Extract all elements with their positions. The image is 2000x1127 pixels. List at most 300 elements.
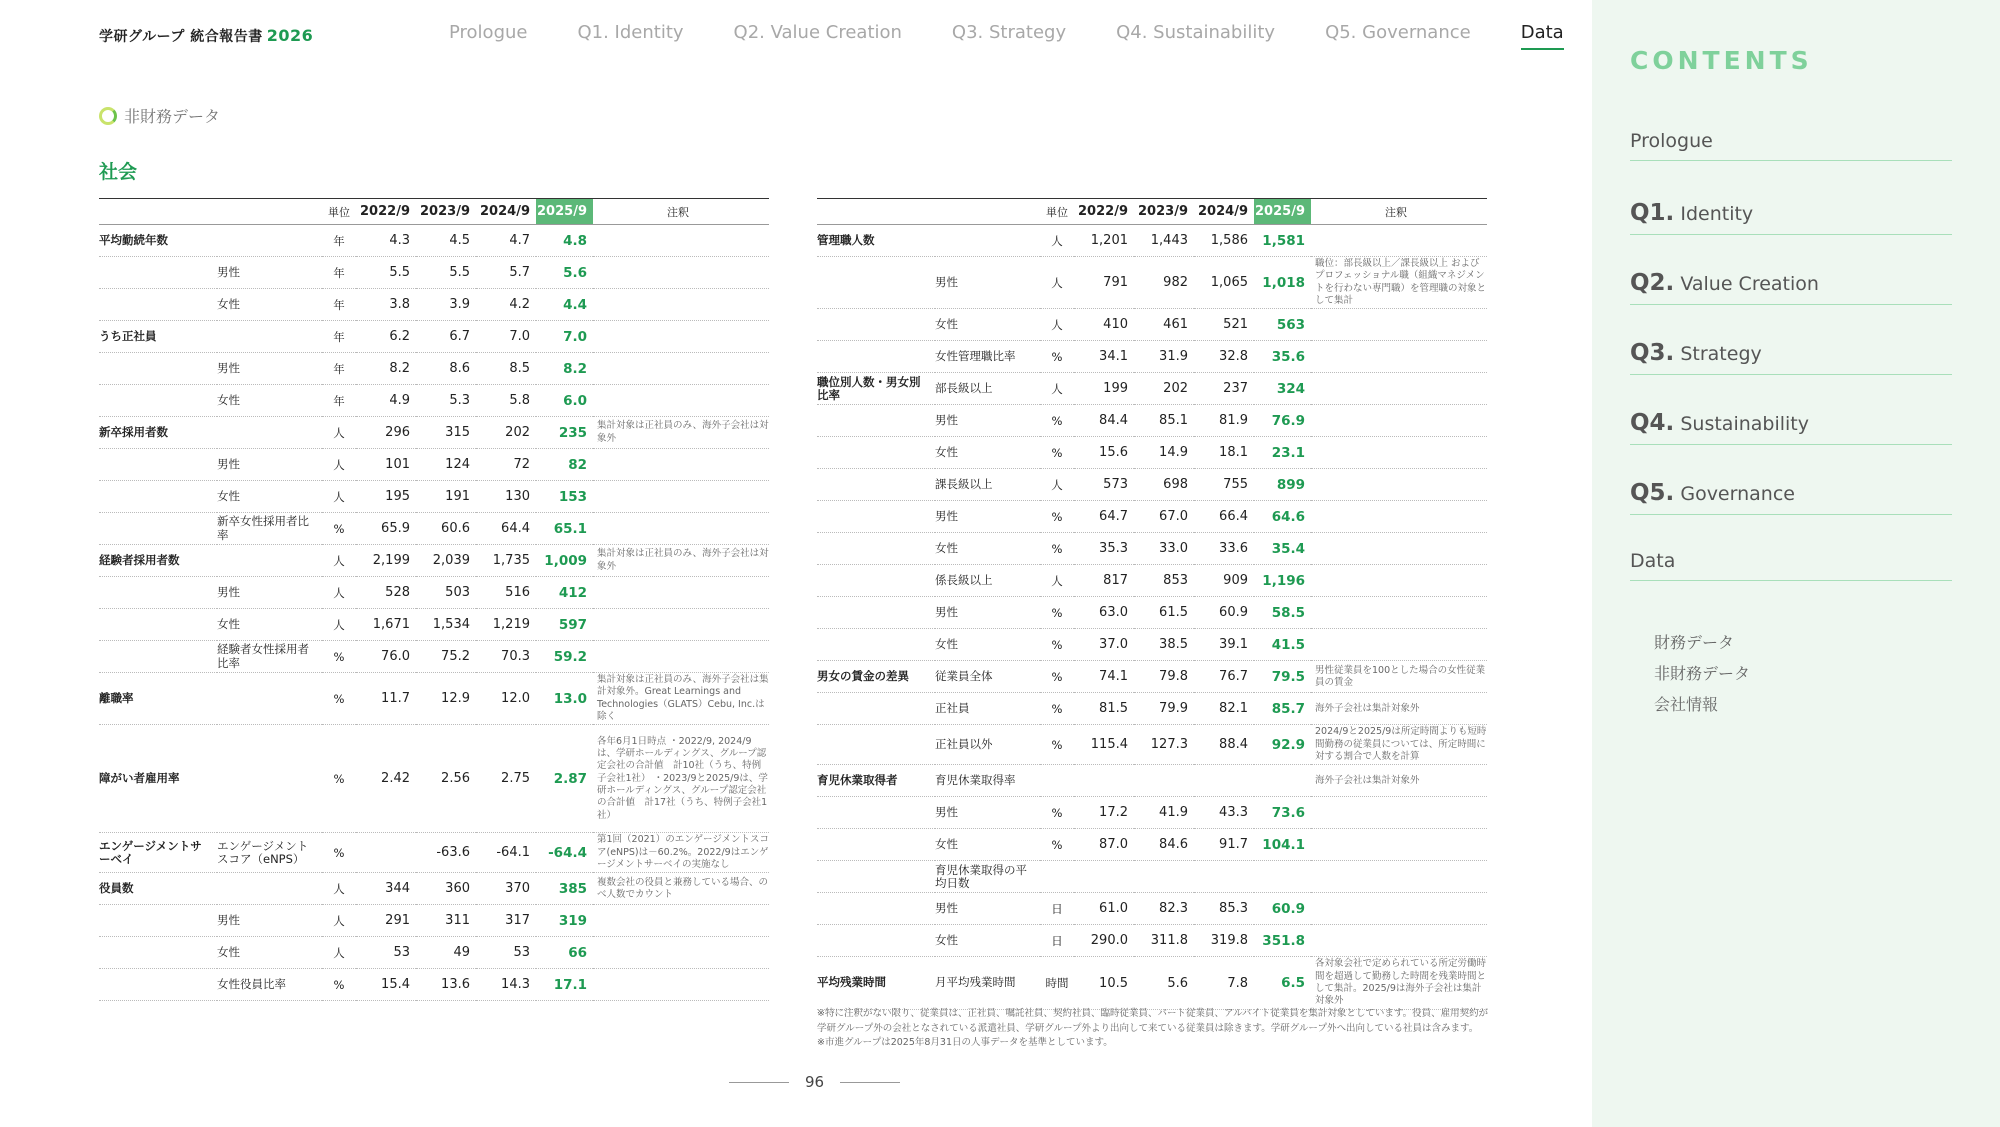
row-subcategory bbox=[217, 873, 322, 905]
row-value: 66.4 bbox=[1194, 501, 1254, 533]
row-value: 3.8 bbox=[356, 289, 416, 321]
row-value: 61.5 bbox=[1134, 597, 1194, 629]
table-row bbox=[99, 609, 769, 641]
nav-item-prologue[interactable]: Prologue bbox=[449, 22, 528, 43]
row-value: 81.9 bbox=[1194, 405, 1254, 437]
row-unit: 人 bbox=[1040, 565, 1074, 597]
row-category bbox=[99, 609, 217, 641]
row-value: 81.5 bbox=[1074, 693, 1134, 725]
row-value bbox=[356, 833, 416, 873]
row-note bbox=[593, 257, 769, 289]
row-subcategory: 男性 bbox=[217, 449, 322, 481]
contents-item-label: Identity bbox=[1680, 203, 1754, 225]
row-subcategory: 女性 bbox=[935, 925, 1040, 957]
header-blank bbox=[217, 199, 322, 225]
row-subcategory: 育児休業取得率 bbox=[935, 765, 1040, 797]
row-value: 31.9 bbox=[1134, 341, 1194, 373]
nav-item-q2-value-creation[interactable]: Q2. Value Creation bbox=[733, 22, 902, 43]
row-unit: % bbox=[322, 725, 356, 833]
row-value: 195 bbox=[356, 481, 416, 513]
row-unit: 人 bbox=[322, 449, 356, 481]
row-category: 平均勤続年数 bbox=[99, 225, 217, 257]
row-category: 障がい者雇用率 bbox=[99, 725, 217, 833]
row-subcategory: 男性 bbox=[935, 597, 1040, 629]
row-note: 海外子会社は集計対象外 bbox=[1311, 765, 1487, 797]
row-value: -63.6 bbox=[416, 833, 476, 873]
row-note: 各年6月1日時点 ・2022/9, 2024/9は、学研ホールディングス、グループ認定会社の合計値 計10社（うち、特例子会社1社） ・2023/9と2025/9は、学研ホールディングス、グループ認定会社の合計値 計17社（うち、特例子会社1社） bbox=[593, 725, 769, 833]
row-value-latest: 319 bbox=[536, 905, 593, 937]
row-category bbox=[817, 861, 935, 893]
row-value: 49 bbox=[416, 937, 476, 969]
footnote-1: ※特に注釈がない限り、従業員は、正社員、嘱託社員、契約社員、臨時従業員、パート従業員、アルバイト従業員を集計対象としています。役員、雇用契約が学研グループ外の会社となされている派遣社員、学研グループ外より出向して来ている従業員は除きます。学研グループ外へ出向している社員は含みます。 bbox=[817, 1008, 1489, 1034]
contents-item-prologue[interactable] bbox=[1630, 130, 1952, 161]
page-number-rule-right bbox=[840, 1082, 900, 1083]
row-value: 6.7 bbox=[416, 321, 476, 353]
row-value: 85.1 bbox=[1134, 405, 1194, 437]
contents-item-label: Prologue bbox=[1630, 130, 1713, 152]
row-value: 5.5 bbox=[356, 257, 416, 289]
row-value: 33.0 bbox=[1134, 533, 1194, 565]
row-unit: 日 bbox=[1040, 893, 1074, 925]
row-value: 6.2 bbox=[356, 321, 416, 353]
contents-item-sustainability[interactable] bbox=[1630, 410, 1952, 445]
row-note bbox=[1311, 797, 1487, 829]
row-note bbox=[1311, 341, 1487, 373]
row-subcategory: 女性 bbox=[217, 937, 322, 969]
row-note bbox=[1311, 861, 1487, 893]
table-row bbox=[99, 321, 769, 353]
row-value: 70.3 bbox=[476, 641, 536, 673]
contents-item-number: Q5. bbox=[1630, 480, 1675, 506]
row-unit bbox=[1040, 861, 1074, 893]
header-blank bbox=[935, 199, 1040, 225]
row-subcategory: 部長級以上 bbox=[935, 373, 1040, 405]
table-row bbox=[817, 629, 1487, 661]
row-value: 3.9 bbox=[416, 289, 476, 321]
table-row bbox=[817, 957, 1487, 1009]
contents-sub-item[interactable]: 会社情報 bbox=[1654, 695, 1719, 714]
row-note bbox=[593, 481, 769, 513]
row-value: 311 bbox=[416, 905, 476, 937]
row-value: 4.9 bbox=[356, 385, 416, 417]
row-subcategory: 女性 bbox=[935, 533, 1040, 565]
row-subcategory: 女性 bbox=[217, 609, 322, 641]
row-value-latest: 412 bbox=[536, 577, 593, 609]
row-subcategory: 男性 bbox=[217, 257, 322, 289]
row-value: 74.1 bbox=[1074, 661, 1134, 693]
table-row bbox=[99, 969, 769, 1001]
row-value: 370 bbox=[476, 873, 536, 905]
row-value: 791 bbox=[1074, 257, 1134, 309]
contents-item-value-creation[interactable] bbox=[1630, 270, 1952, 305]
row-value: 124 bbox=[416, 449, 476, 481]
row-note bbox=[593, 321, 769, 353]
row-unit: 年 bbox=[322, 225, 356, 257]
row-unit: % bbox=[322, 969, 356, 1001]
row-subcategory: 女性 bbox=[217, 385, 322, 417]
row-value: 35.3 bbox=[1074, 533, 1134, 565]
row-category bbox=[99, 481, 217, 513]
contents-sub-item[interactable]: 非財務データ bbox=[1654, 664, 1751, 683]
header-blank bbox=[99, 199, 217, 225]
nav-item-q1-identity[interactable]: Q1. Identity bbox=[577, 22, 684, 43]
row-value: 12.0 bbox=[476, 673, 536, 725]
table-row bbox=[99, 385, 769, 417]
row-value-latest: 13.0 bbox=[536, 673, 593, 725]
row-value: 12.9 bbox=[416, 673, 476, 725]
table-row bbox=[817, 501, 1487, 533]
row-category bbox=[99, 937, 217, 969]
row-unit bbox=[1040, 765, 1074, 797]
row-value-latest: 7.0 bbox=[536, 321, 593, 353]
page-number bbox=[713, 1073, 916, 1091]
table-row bbox=[817, 765, 1487, 797]
table-row bbox=[817, 437, 1487, 469]
row-value-latest: 2.87 bbox=[536, 725, 593, 833]
row-note bbox=[1311, 501, 1487, 533]
row-value: 461 bbox=[1134, 309, 1194, 341]
table-row bbox=[99, 481, 769, 513]
row-value: 5.6 bbox=[1134, 957, 1194, 1009]
row-value: 43.3 bbox=[1194, 797, 1254, 829]
row-value: 127.3 bbox=[1134, 725, 1194, 765]
row-note bbox=[1311, 925, 1487, 957]
row-value-latest: -64.4 bbox=[536, 833, 593, 873]
table-row bbox=[99, 577, 769, 609]
row-subcategory bbox=[217, 545, 322, 577]
row-category bbox=[817, 341, 935, 373]
row-value: 53 bbox=[476, 937, 536, 969]
row-category: 男女の賃金の差異 bbox=[817, 661, 935, 693]
contents-item-label: Governance bbox=[1680, 483, 1795, 505]
row-value: 191 bbox=[416, 481, 476, 513]
row-category bbox=[817, 925, 935, 957]
section-subtitle: 社会 bbox=[99, 161, 138, 183]
row-value: 4.3 bbox=[356, 225, 416, 257]
row-subcategory: 男性 bbox=[935, 797, 1040, 829]
row-value: 315 bbox=[416, 417, 476, 449]
row-subcategory: 従業員全体 bbox=[935, 661, 1040, 693]
data-table-right bbox=[817, 198, 1487, 1010]
row-value-latest: 1,581 bbox=[1254, 225, 1311, 257]
row-unit: % bbox=[1040, 533, 1074, 565]
row-value-latest: 59.2 bbox=[536, 641, 593, 673]
row-value-latest: 153 bbox=[536, 481, 593, 513]
table-row bbox=[817, 405, 1487, 437]
row-unit: 時間 bbox=[1040, 957, 1074, 1009]
row-value: 2,199 bbox=[356, 545, 416, 577]
row-value: 87.0 bbox=[1074, 829, 1134, 861]
row-unit: 人 bbox=[322, 905, 356, 937]
row-note: 海外子会社は集計対象外 bbox=[1311, 693, 1487, 725]
header-note: 注釈 bbox=[593, 199, 769, 225]
top-nav bbox=[449, 22, 1614, 50]
row-note: 集計対象は正社員のみ、海外子会社は対象外 bbox=[593, 417, 769, 449]
row-value-latest: 17.1 bbox=[536, 969, 593, 1001]
row-value: 82.3 bbox=[1134, 893, 1194, 925]
row-subcategory: 女性 bbox=[217, 481, 322, 513]
row-category bbox=[99, 905, 217, 937]
row-value: 130 bbox=[476, 481, 536, 513]
row-value-latest: 64.6 bbox=[1254, 501, 1311, 533]
table-row bbox=[817, 861, 1487, 893]
row-value: -64.1 bbox=[476, 833, 536, 873]
header-year: 2025/9 bbox=[536, 199, 593, 225]
page-number-rule-left bbox=[729, 1082, 789, 1083]
row-value: 14.3 bbox=[476, 969, 536, 1001]
table-row bbox=[817, 925, 1487, 957]
table-row bbox=[99, 513, 769, 545]
nav-item-q3-strategy[interactable]: Q3. Strategy bbox=[951, 22, 1067, 43]
row-category bbox=[817, 437, 935, 469]
row-value-latest: 23.1 bbox=[1254, 437, 1311, 469]
row-note: 複数会社の役員と兼務している場合、のべ人数でカウント bbox=[593, 873, 769, 905]
row-subcategory: 男性 bbox=[935, 257, 1040, 309]
row-value: 817 bbox=[1074, 565, 1134, 597]
row-value: 410 bbox=[1074, 309, 1134, 341]
row-subcategory: 育児休業取得の平均日数 bbox=[935, 861, 1040, 893]
contents-item-identity[interactable] bbox=[1630, 200, 1952, 235]
row-value: 84.4 bbox=[1074, 405, 1134, 437]
row-value: 1,201 bbox=[1074, 225, 1134, 257]
row-subcategory bbox=[935, 225, 1040, 257]
row-value-latest: 8.2 bbox=[536, 353, 593, 385]
row-category: うち正社員 bbox=[99, 321, 217, 353]
contents-item-label: Sustainability bbox=[1680, 413, 1809, 435]
table-row bbox=[817, 693, 1487, 725]
row-unit: 年 bbox=[322, 257, 356, 289]
row-value: 8.2 bbox=[356, 353, 416, 385]
table-row bbox=[817, 309, 1487, 341]
row-unit: 年 bbox=[322, 353, 356, 385]
header-blank bbox=[817, 199, 935, 225]
row-subcategory: 女性 bbox=[217, 289, 322, 321]
row-category bbox=[99, 353, 217, 385]
row-subcategory bbox=[217, 321, 322, 353]
row-value: 115.4 bbox=[1074, 725, 1134, 765]
row-note bbox=[1311, 373, 1487, 405]
row-note bbox=[1311, 829, 1487, 861]
row-note: 第1回（2021）のエンゲージメントスコア(eNPS)は－60.2%。2022/9はエンゲージメントサーベイの実施なし bbox=[593, 833, 769, 873]
nav-item-q5-governance[interactable]: Q5. Governance bbox=[1325, 22, 1471, 43]
row-unit: 人 bbox=[322, 937, 356, 969]
row-value: 909 bbox=[1194, 565, 1254, 597]
row-value-latest: 41.5 bbox=[1254, 629, 1311, 661]
contents-sidebar bbox=[1592, 0, 2000, 1127]
row-value: 34.1 bbox=[1074, 341, 1134, 373]
row-value: 344 bbox=[356, 873, 416, 905]
row-category: 離職率 bbox=[99, 673, 217, 725]
table-row bbox=[817, 725, 1487, 765]
brand-year: 2026 bbox=[266, 26, 314, 45]
contents-sub-item[interactable]: 財務データ bbox=[1654, 633, 1735, 652]
table-row bbox=[817, 469, 1487, 501]
row-value: 60.6 bbox=[416, 513, 476, 545]
row-unit: % bbox=[1040, 341, 1074, 373]
row-value: 290.0 bbox=[1074, 925, 1134, 957]
row-unit: % bbox=[322, 673, 356, 725]
row-value: 1,443 bbox=[1134, 225, 1194, 257]
row-category bbox=[817, 829, 935, 861]
row-value: 573 bbox=[1074, 469, 1134, 501]
row-unit: 人 bbox=[322, 577, 356, 609]
row-value-latest: 79.5 bbox=[1254, 661, 1311, 693]
row-category bbox=[817, 693, 935, 725]
table-row bbox=[817, 893, 1487, 925]
nav-item-q4-sustainability[interactable]: Q4. Sustainability bbox=[1116, 22, 1276, 43]
row-subcategory: 男性 bbox=[217, 905, 322, 937]
row-value: 1,586 bbox=[1194, 225, 1254, 257]
row-value-latest: 4.8 bbox=[536, 225, 593, 257]
row-value: 82.1 bbox=[1194, 693, 1254, 725]
row-value: 37.0 bbox=[1074, 629, 1134, 661]
row-subcategory: 男性 bbox=[935, 501, 1040, 533]
row-unit: % bbox=[1040, 597, 1074, 629]
row-note bbox=[593, 969, 769, 1001]
row-value bbox=[1134, 765, 1194, 797]
table-row bbox=[99, 725, 769, 833]
table-row bbox=[817, 797, 1487, 829]
table-row bbox=[817, 225, 1487, 257]
row-note bbox=[593, 513, 769, 545]
row-unit: 年 bbox=[322, 289, 356, 321]
row-note: 職位：部長級以上／課長級以上 およびプロフェッショナル職（組織マネジメントを行わない専門職）を管理職の対象として集計 bbox=[1311, 257, 1487, 309]
row-value: 237 bbox=[1194, 373, 1254, 405]
nav-item-data[interactable]: Data bbox=[1521, 22, 1564, 50]
row-value bbox=[1074, 861, 1134, 893]
row-value: 11.7 bbox=[356, 673, 416, 725]
header-note: 注釈 bbox=[1311, 199, 1487, 225]
row-subcategory: 新卒女性採用者比率 bbox=[217, 513, 322, 545]
table-header-row bbox=[99, 199, 769, 225]
row-category bbox=[817, 257, 935, 309]
row-note: 各対象会社で定められている所定労働時間を超過して勤務した時間を残業時間として集計。2025/9は海外子会社は集計対象外 bbox=[1311, 957, 1487, 1009]
row-note bbox=[1311, 225, 1487, 257]
row-value-latest: 597 bbox=[536, 609, 593, 641]
row-category: 新卒採用者数 bbox=[99, 417, 217, 449]
row-value: 319.8 bbox=[1194, 925, 1254, 957]
table-row bbox=[99, 937, 769, 969]
row-value bbox=[1074, 765, 1134, 797]
row-unit: 年 bbox=[322, 321, 356, 353]
row-value-latest: 324 bbox=[1254, 373, 1311, 405]
header-year: 2024/9 bbox=[476, 199, 536, 225]
contents-item-number: Q1. bbox=[1630, 200, 1675, 226]
row-note bbox=[593, 609, 769, 641]
row-category bbox=[99, 449, 217, 481]
row-value: 14.9 bbox=[1134, 437, 1194, 469]
row-value: 2.56 bbox=[416, 725, 476, 833]
row-value: 2.42 bbox=[356, 725, 416, 833]
table-row bbox=[817, 341, 1487, 373]
contents-item-data[interactable] bbox=[1630, 550, 1952, 581]
table-row bbox=[817, 661, 1487, 693]
row-subcategory: 月平均残業時間 bbox=[935, 957, 1040, 1009]
row-value-latest: 92.9 bbox=[1254, 725, 1311, 765]
row-value: 1,065 bbox=[1194, 257, 1254, 309]
row-value: 360 bbox=[416, 873, 476, 905]
row-category bbox=[99, 257, 217, 289]
row-value: 8.5 bbox=[476, 353, 536, 385]
row-unit: % bbox=[1040, 661, 1074, 693]
row-note bbox=[593, 385, 769, 417]
row-subcategory: 女性役員比率 bbox=[217, 969, 322, 1001]
row-note bbox=[1311, 565, 1487, 597]
table-row bbox=[817, 565, 1487, 597]
table-row bbox=[817, 597, 1487, 629]
row-category bbox=[817, 797, 935, 829]
row-value-latest: 385 bbox=[536, 873, 593, 905]
row-note bbox=[593, 289, 769, 321]
row-value: 64.4 bbox=[476, 513, 536, 545]
table-row bbox=[99, 449, 769, 481]
row-value-latest: 73.6 bbox=[1254, 797, 1311, 829]
page-number-text: 96 bbox=[805, 1073, 825, 1091]
row-category: エンゲージメントサーベイ bbox=[99, 833, 217, 873]
contents-title: CONTENTS bbox=[1630, 46, 1813, 75]
row-unit: 人 bbox=[322, 545, 356, 577]
contents-item-governance[interactable] bbox=[1630, 480, 1952, 515]
row-unit: % bbox=[1040, 629, 1074, 661]
contents-item-number: Q2. bbox=[1630, 270, 1675, 296]
row-subcategory: 男性 bbox=[935, 893, 1040, 925]
row-category bbox=[99, 513, 217, 545]
row-value bbox=[1134, 861, 1194, 893]
row-category bbox=[99, 577, 217, 609]
row-value: 101 bbox=[356, 449, 416, 481]
section-label-text: 非財務データ bbox=[124, 107, 221, 126]
row-value: 76.0 bbox=[356, 641, 416, 673]
row-subcategory: 男性 bbox=[217, 577, 322, 609]
row-category bbox=[99, 641, 217, 673]
row-value: 528 bbox=[356, 577, 416, 609]
row-value: 5.8 bbox=[476, 385, 536, 417]
row-subcategory: 正社員以外 bbox=[935, 725, 1040, 765]
row-category: 育児休業取得者 bbox=[817, 765, 935, 797]
row-value: 15.6 bbox=[1074, 437, 1134, 469]
row-unit: % bbox=[322, 833, 356, 873]
row-value-latest: 4.4 bbox=[536, 289, 593, 321]
row-subcategory: 経験者女性採用者比率 bbox=[217, 641, 322, 673]
row-category: 職位別人数・男女別比率 bbox=[817, 373, 935, 405]
row-note bbox=[1311, 533, 1487, 565]
row-value: 15.4 bbox=[356, 969, 416, 1001]
row-value: 63.0 bbox=[1074, 597, 1134, 629]
contents-item-strategy[interactable] bbox=[1630, 340, 1952, 375]
row-value: 521 bbox=[1194, 309, 1254, 341]
row-value: 84.6 bbox=[1134, 829, 1194, 861]
header-unit: 単位 bbox=[1040, 199, 1074, 225]
table-row bbox=[99, 225, 769, 257]
contents-item-number: Q3. bbox=[1630, 340, 1675, 366]
row-value: 18.1 bbox=[1194, 437, 1254, 469]
table-row bbox=[99, 545, 769, 577]
row-note bbox=[1311, 893, 1487, 925]
row-note bbox=[1311, 437, 1487, 469]
row-value: 5.5 bbox=[416, 257, 476, 289]
row-value: 1,735 bbox=[476, 545, 536, 577]
row-subcategory: 女性 bbox=[935, 829, 1040, 861]
row-category bbox=[817, 725, 935, 765]
table-row bbox=[817, 257, 1487, 309]
row-value: 5.3 bbox=[416, 385, 476, 417]
row-category bbox=[817, 597, 935, 629]
row-category bbox=[817, 629, 935, 661]
row-value-latest: 1,196 bbox=[1254, 565, 1311, 597]
row-category bbox=[817, 893, 935, 925]
row-value: 79.8 bbox=[1134, 661, 1194, 693]
row-value-latest: 35.4 bbox=[1254, 533, 1311, 565]
